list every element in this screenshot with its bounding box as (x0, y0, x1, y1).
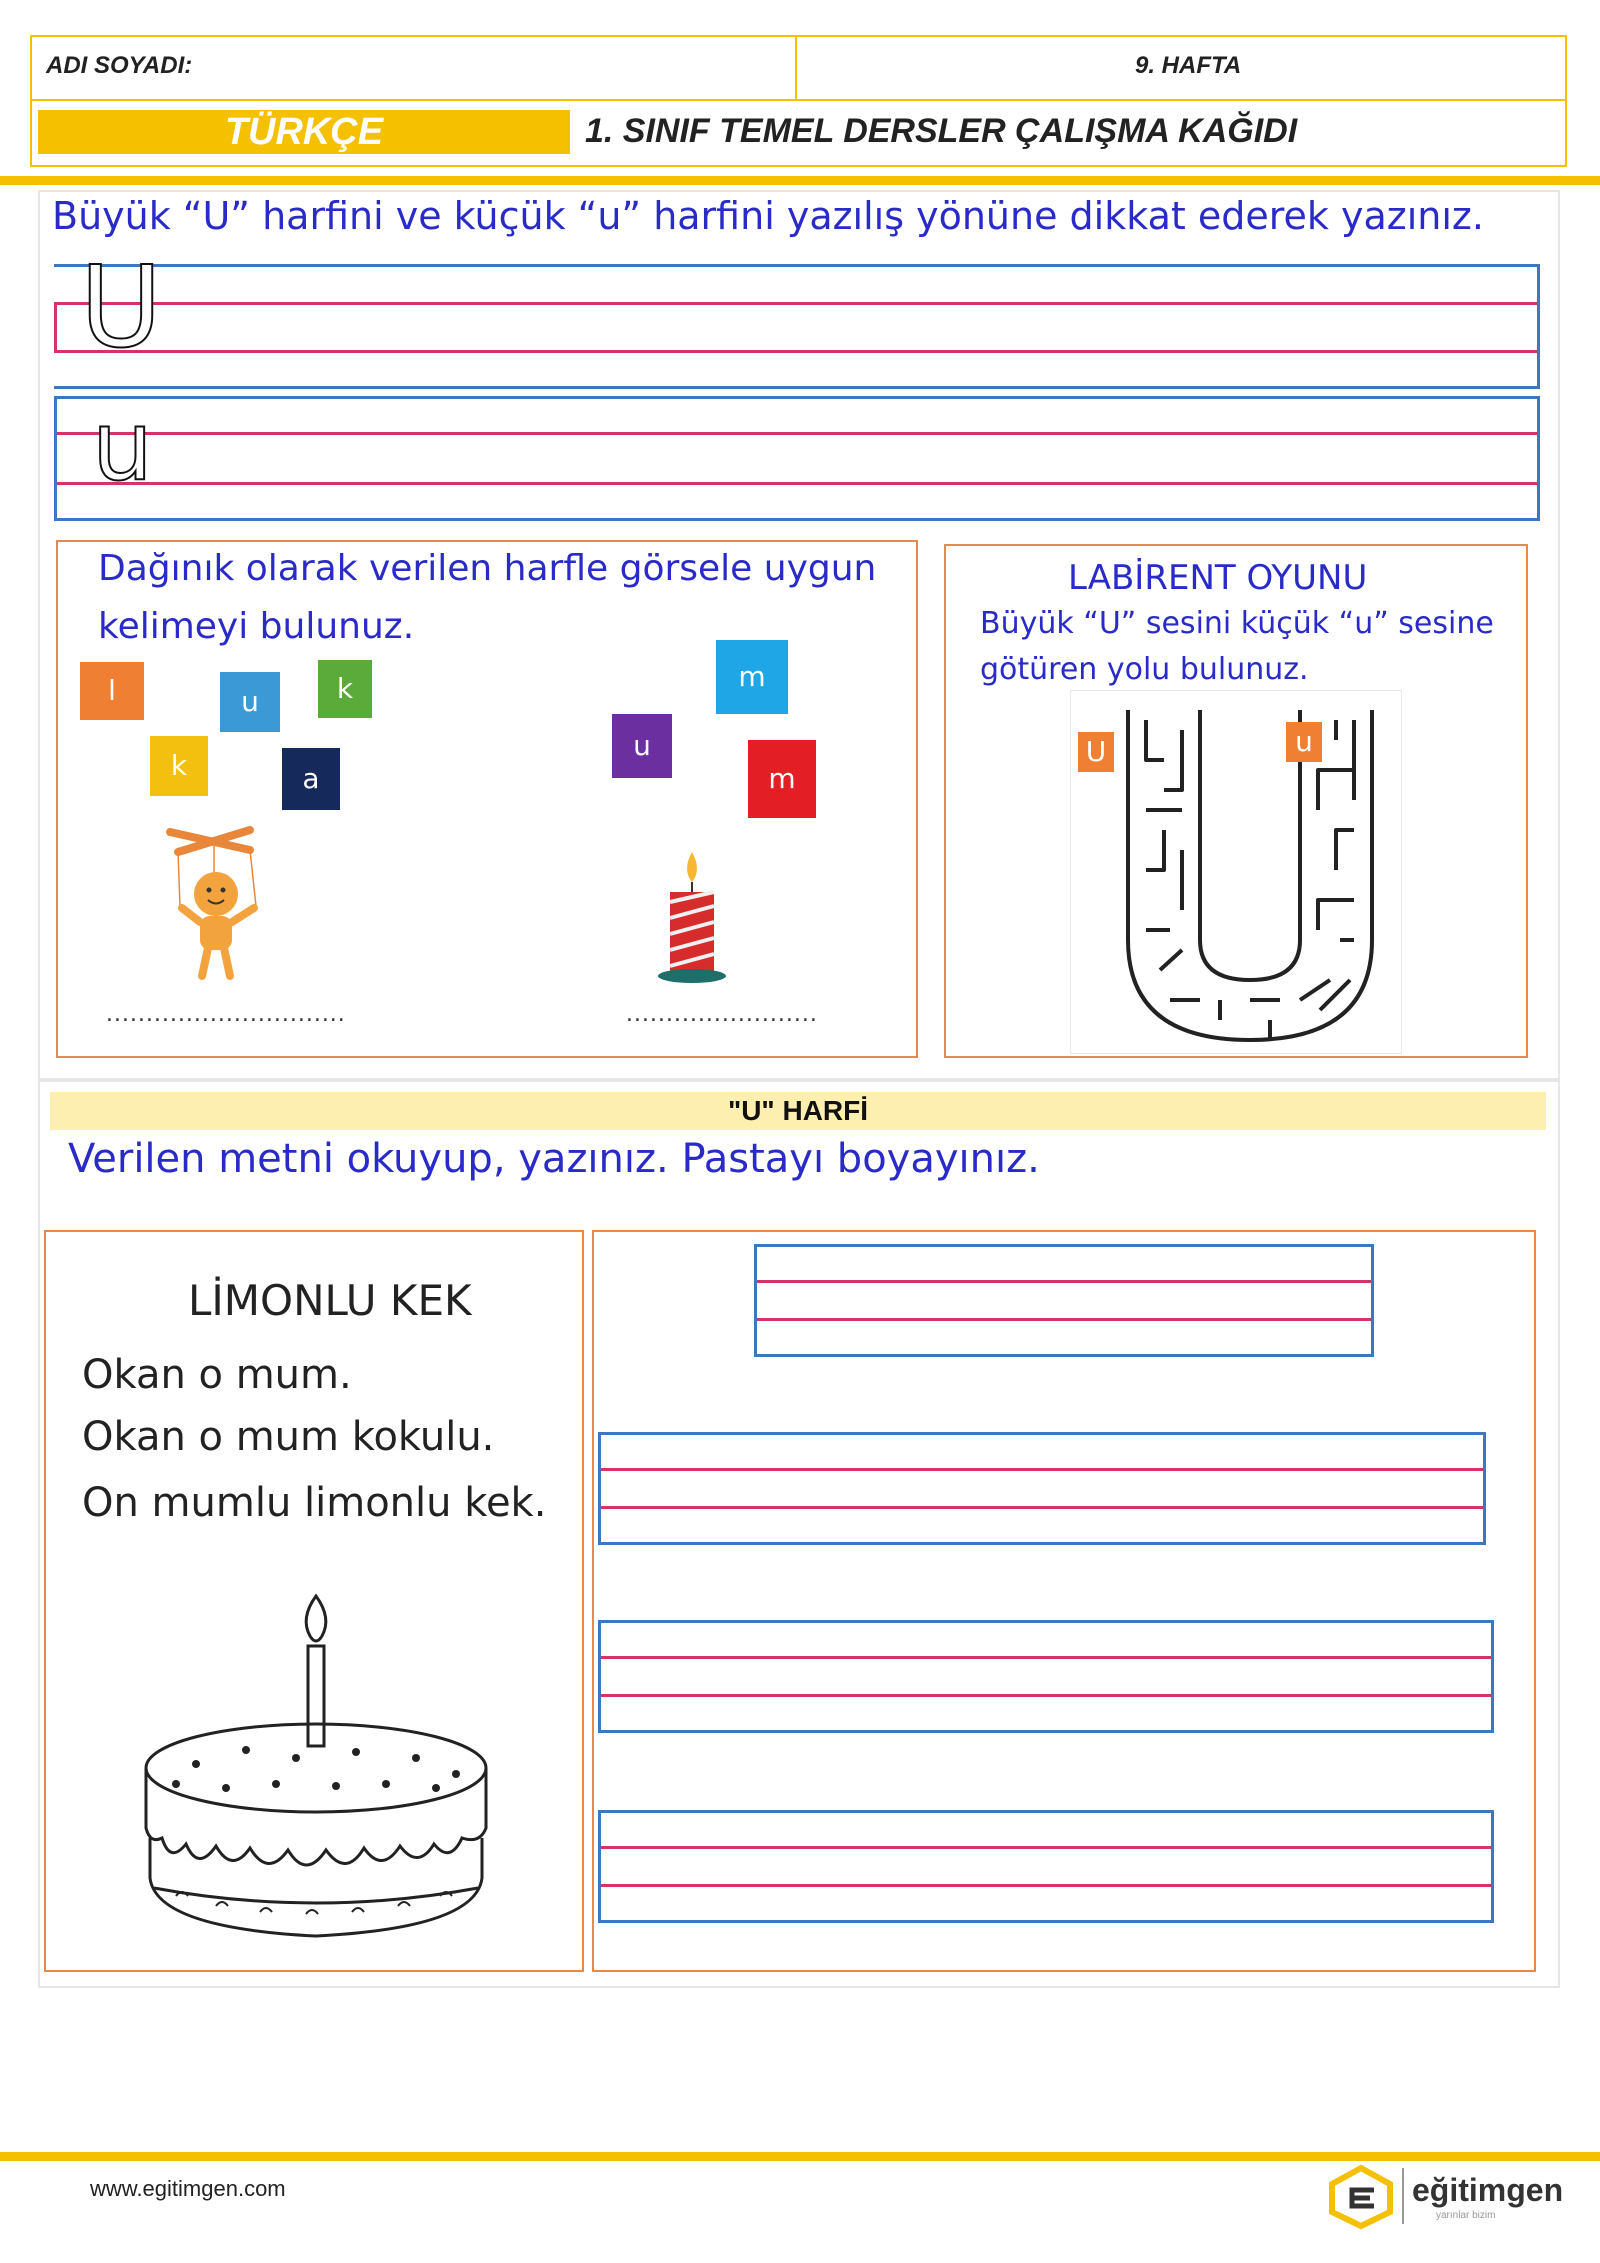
writing-lines-lower[interactable] (54, 390, 1540, 524)
practice-lines-2[interactable] (598, 1432, 1486, 1546)
maze-image[interactable] (1100, 700, 1400, 1056)
maze-start-tag: U (1078, 732, 1114, 772)
upper-u-trace: U (80, 243, 162, 373)
story-line-3: On mumlu limonlu kek. (82, 1480, 547, 1526)
brand-divider (1402, 2168, 1404, 2224)
brand-name: eğitimgen (1412, 2172, 1564, 2208)
letter-tile-k1: k (318, 660, 372, 718)
brand-tagline: yarınlar bizim (1436, 2210, 1496, 2221)
letter-tile-u2: u (612, 714, 672, 778)
week-label: 9. HAFTA (1135, 52, 1242, 79)
cake-image[interactable] (136, 1588, 496, 1958)
maze-instruction-2: götüren yolu bulunuz. (980, 652, 1309, 687)
lower-u-trace: u (92, 390, 153, 502)
page-title: 1. SINIF TEMEL DERSLER ÇALIŞMA KAĞIDI (585, 112, 1298, 150)
maze-end-tag: u (1286, 722, 1322, 762)
story-title: LİMONLU KEK (188, 1276, 472, 1325)
header-divider (795, 35, 797, 101)
maze-instruction-1: Büyük “U” sesini küçük “u” sesine (980, 606, 1494, 641)
header-row (30, 35, 1567, 101)
letter-banner-text: "U" HARFİ (727, 1095, 869, 1126)
reading-instruction: Verilen metni okuyup, yazınız. Pastayı boyayınız. (68, 1136, 1040, 1182)
maze-title: LABİRENT OYUNU (1068, 558, 1368, 598)
letter-tile-u: u (220, 672, 280, 732)
brand-logo-icon (1326, 2164, 1396, 2230)
word-game-instruction-1: Dağınık olarak verilen harfle görsele uygun (98, 548, 877, 589)
subject-label: TÜRKÇE (224, 111, 384, 153)
practice-lines-3[interactable] (598, 1620, 1494, 1734)
story-line-2: Okan o mum kokulu. (82, 1414, 495, 1460)
story-line-1: Okan o mum. (82, 1352, 352, 1398)
letter-tile-k2: k (150, 736, 208, 796)
letter-tile-m1: m (716, 640, 788, 714)
puppet-image (158, 824, 288, 984)
letter-tile-a: a (282, 748, 340, 810)
answer-blank-1[interactable]: .............................. (106, 1002, 346, 1027)
word-game-instruction-2: kelimeyi bulunuz. (98, 606, 415, 647)
writing-lines-upper[interactable] (54, 264, 1540, 392)
practice-lines-4[interactable] (598, 1810, 1494, 1924)
footer-url[interactable]: www.egitimgen.com (90, 2176, 286, 2201)
top-yellow-rule (0, 176, 1600, 185)
letter-tile-l: l (80, 662, 144, 720)
candle-image (652, 848, 732, 988)
answer-blank-2[interactable]: ........................ (626, 1002, 818, 1027)
practice-lines-1[interactable] (754, 1244, 1374, 1358)
footer-yellow-rule (0, 2152, 1600, 2161)
letter-tile-m2: m (748, 740, 816, 818)
writing-instruction: Büyük “U” harfini ve küçük “u” harfini yazılış yönüne dikkat ederek yazınız. (52, 194, 1484, 238)
name-label: ADI SOYADI: (46, 52, 193, 79)
